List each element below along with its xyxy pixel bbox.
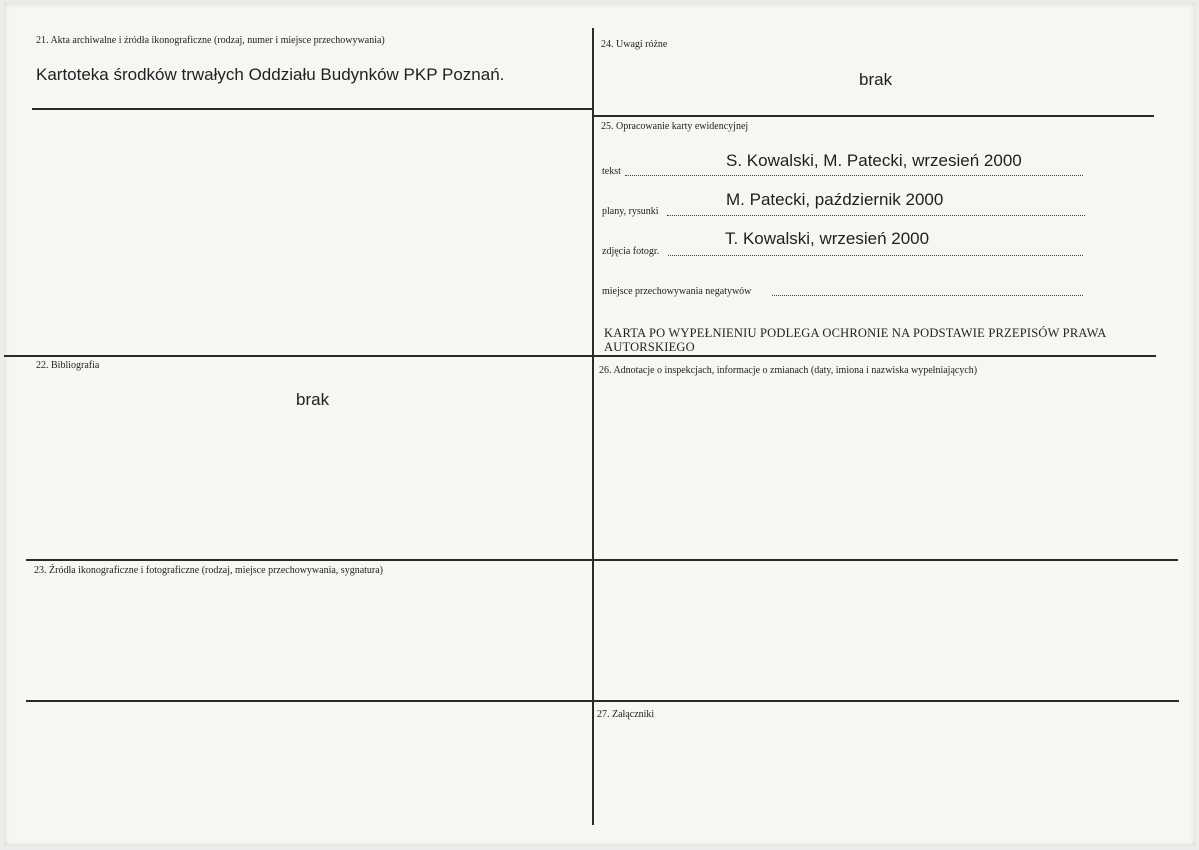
section-23-label: 23. Źródła ikonograficzne i fotograficzne (rodzaj, miejsce przechowywania, sygnatura) [34,565,384,576]
divider-24 [594,115,1154,117]
row-plany-value: M. Patecki, październik 2000 [726,190,944,209]
section-27-label: 27. Załączniki [597,709,655,720]
section-26-label: 26. Adnotacje o inspekcjach, informacje o zmianach (daty, imiona i nazwiska wypełniających) [599,365,978,376]
section-25-label: 25. Opracowanie karty ewidencyjnej [601,121,749,132]
divider-21 [32,108,594,110]
section-24-label: 24. Uwagi różne [601,39,668,50]
row-tekst-dots [625,175,1083,176]
row-negatywy-dots [772,295,1083,296]
divider-23 [26,559,1178,561]
row-tekst-label: tekst [602,166,621,177]
divider-27 [26,700,1179,702]
section-24-value: brak [859,70,893,89]
row-negatywy-label: miejsce przechowywania negatywów [602,286,752,297]
section-22-label: 22. Bibliografia [36,360,100,371]
section-21-label: 21. Akta archiwalne i źródła ikonograficzne (rodzaj, numer i miejsce przechowywania) [36,35,385,46]
row-plany-label: plany, rysunki [602,206,659,217]
row-zdjecia-label: zdjęcia fotogr. [602,246,660,257]
row-plany-dots [667,215,1085,216]
center-divider [592,28,594,825]
section-22-value: brak [296,390,330,409]
row-zdjecia-value: T. Kowalski, wrzesień 2000 [725,229,930,248]
section-21-value: Kartoteka środków trwałych Oddziału Budynków PKP Poznań. [36,65,505,84]
record-card [4,3,1195,846]
copyright-notice: KARTA PO WYPEŁNIENIU PODLEGA OCHRONIE NA PODSTAWIE PRZEPISÓW PRAWA AUTORSKIEGO [604,326,1106,354]
divider-22 [4,355,1156,357]
row-zdjecia-dots [668,255,1083,256]
row-tekst-value: S. Kowalski, M. Patecki, wrzesień 2000 [726,151,1022,170]
